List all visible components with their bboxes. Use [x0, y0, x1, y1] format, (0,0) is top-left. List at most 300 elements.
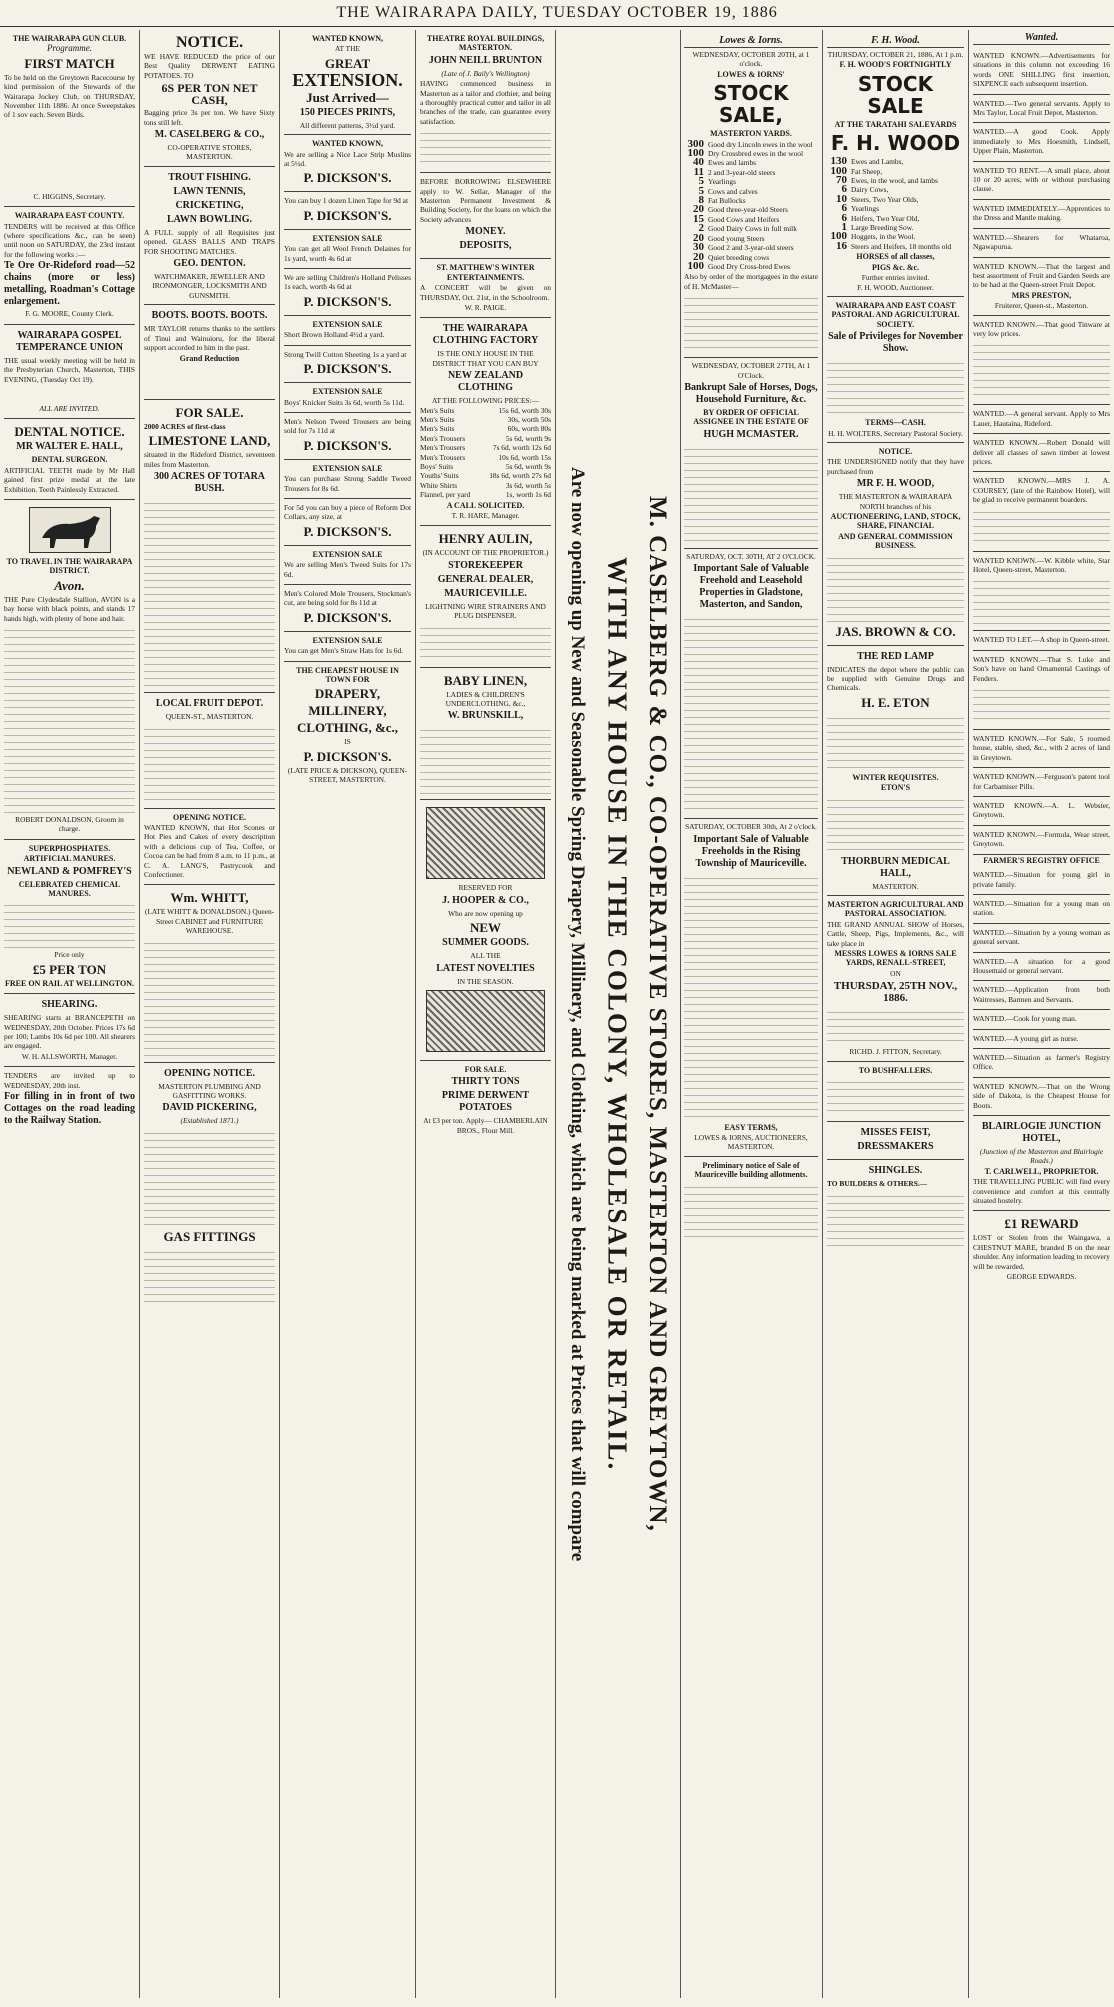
factory-item: [420, 462, 551, 471]
wanted-10: For 5d you can buy a piece of Reform Dot Collars, any size, at: [284, 502, 411, 522]
wanted-5: [973, 200, 1110, 229]
factory-item-name: Men's Trousers: [420, 443, 466, 453]
gun-club-title: THE WAIRARAPA GUN CLUB.: [12, 34, 127, 43]
fruit-sub: QUEEN-ST., MASTERTON.: [165, 712, 254, 722]
stallion-ad: [4, 500, 135, 840]
gun-club-secretary: C. HIGGINS, Secretary.: [33, 191, 106, 201]
lowes-stock-count: 100: [687, 259, 704, 272]
column-7: [969, 30, 1114, 1998]
totara-title: 300 ACRES OF TOTARA BUSH.: [153, 471, 266, 495]
wanted-text: WANTED.—Situation by a young woman as general servant.: [973, 927, 1110, 947]
factory-item-price: 1s, worth 1s 6d: [505, 490, 551, 500]
wood-stock-description: Steers and Heifers, 18 months old: [851, 241, 952, 251]
dickson-name: P. DICKSON'S.: [303, 293, 392, 309]
dental-title: DENTAL NOTICE.: [14, 424, 125, 440]
matthews-sign: W. R. PAIGE.: [464, 302, 507, 312]
dickson-block-10: [284, 499, 411, 546]
wood-stock-description: Dairy Cows,: [851, 185, 889, 195]
just-arrived: Just Arrived—: [306, 89, 389, 105]
potatoes-thirty: THIRTY TONS: [451, 1076, 520, 1088]
factory-item-name: Men's Trousers: [420, 433, 466, 443]
brown-wood: MR F. H. WOOD,: [856, 478, 935, 490]
wood-stock-row: [827, 211, 964, 224]
prints-sub: All different patterns, 3½d yard.: [299, 120, 396, 130]
wanted-27: [973, 1078, 1110, 1116]
stallion-sign: ROBERT DONALDSON, Groom in charge.: [15, 814, 124, 834]
cricketing: CRICKETING,: [175, 199, 244, 211]
lawn-tennis: LAWN TENNIS,: [173, 185, 246, 197]
wood-stock-list: [827, 157, 964, 251]
wanted-1: We are selling a Nice Lace Strip Muslins at 5½d.: [284, 149, 411, 169]
boots-body: MR TAYLOR returns thanks to the settlers of Tinui and Wainuioru, for the liberal support accorded to him in the past.: [144, 324, 275, 353]
building-society-ad: [420, 173, 551, 259]
ag2-ad: [827, 896, 964, 1062]
hooper-engraving-icon: [426, 807, 546, 879]
factory-prices-label: AT THE FOLLOWING PRICES:—: [431, 396, 540, 406]
lowes-stock-sale: [684, 30, 818, 358]
hooper-all: ALL THE: [470, 951, 501, 961]
factory-item: [420, 490, 551, 499]
factory-item-name: White Shirts: [420, 480, 458, 490]
temperance-body: THE usual weekly meeting will be held in the Presbyterian Church, Masterton, THIS EVENING, (Tuesday Oct 19).: [4, 355, 135, 384]
lowes-stock-description: Good three-year-old Steers: [708, 205, 788, 215]
boots-title: BOOTS. BOOTS. BOOTS.: [151, 310, 268, 322]
factory-item-name: Men's Suits: [420, 414, 455, 424]
temperance-ad: [4, 325, 135, 420]
lowes-stock-count: 20: [693, 231, 704, 244]
wanted-5: Short Brown Holland 4½d a yard.: [284, 330, 385, 340]
potatoes-ad: [420, 1061, 551, 1140]
wanted-7: Boys' Knicker Suits 3s 6d, worth 5s 11d.: [284, 397, 405, 407]
manures-firm: NEWLAND & POMFREY'S: [7, 865, 132, 877]
feist-ad: [827, 1122, 964, 1160]
trout-body: A FULL supply of all Requisites just opened. GLASS BALLS AND TRAPS FOR SHOOTING MATCHES.: [144, 227, 275, 256]
lawn-bowling: LAWN BOWLING.: [166, 213, 252, 225]
wanted-9: You can purchase Strong Saddle Tweed Trousers for 8s 6d.: [284, 474, 411, 493]
lowes-stock-row: [684, 158, 818, 167]
extension-at: AT THE: [335, 44, 360, 54]
extension-great: GREAT: [324, 55, 371, 71]
wanted-1: [973, 47, 1110, 95]
factory-item: [420, 424, 551, 433]
ag-terms: TERMS—CASH.: [865, 418, 926, 428]
dickson-block-7: [284, 383, 411, 413]
lowes-stock-row: [684, 243, 818, 252]
wood-stock-count: 6: [841, 183, 847, 196]
lowes-stock-description: Good dry Lincoln ewes in the wool: [708, 139, 813, 149]
dickson-name: P. DICKSON'S.: [303, 748, 392, 764]
dickson-name: P. DICKSON'S.: [303, 523, 392, 539]
wood-stock-count: 100: [830, 164, 847, 177]
hooper-name: J. HOOPER & CO.,: [442, 894, 529, 906]
limestone-title: LIMESTONE LAND,: [148, 433, 271, 449]
lowes-also: Also by order of the mortgagees in the estate of H. McMaster—: [684, 272, 818, 291]
thorburn-name: THORBURN MEDICAL HALL,: [841, 855, 950, 879]
county-title: WAIRARAPA EAST COUNTY.: [14, 211, 125, 221]
general-dealer: GENERAL DEALER,: [437, 573, 534, 585]
county-body: TENDERS will be received at this Office (where specifications &c., can be seen) until noon on SATURDAY, the 23rd instant for the following works :—: [4, 221, 135, 259]
matthews-title: ST. MATTHEW'S WINTER ENTERTAINMENTS.: [436, 263, 535, 282]
factory-item-price: 10s 6d, worth 15s: [498, 452, 551, 462]
ag2-fitton: RICHD. J. FITTON, Secretary.: [849, 1047, 942, 1057]
opening-body: WANTED KNOWN, that Hot Scones or Hot Pies and Cakes of every description with a delicious cup of Tea, Coffee, or Cocoa can be had from 8 a.m. to 11 p.m., at C. A. LANG'S, Pastrycook and Confectioner.: [144, 822, 275, 879]
wood-fortnightly: F. H. WOOD'S FORTNIGHTLY: [839, 60, 952, 70]
factory-item: [420, 453, 551, 462]
dental-role: DENTAL SURGEON.: [31, 455, 108, 465]
wood-stock-description: Ewes and Lambs,: [851, 157, 904, 167]
storekeeper: STOREKEEPER: [448, 559, 523, 571]
wanted-text: WANTED KNOWN.—That the largest and best assortment of Fruit and Garden Seeds are to be had at the Queen-street Fruit Depot.: [973, 261, 1110, 290]
manures-sub: ARTIFICIAL MANURES.: [23, 854, 116, 864]
lowes-stock-count: 300: [687, 137, 704, 150]
aulin-sub: (IN ACCOUNT OF THE PROPRIETOR.): [422, 548, 549, 558]
brown-notice-body: THE UNDERSIGNED notify that they have purchased from: [827, 457, 964, 476]
factory-item-name: Men's Suits: [420, 424, 455, 434]
lowes-stock-count: 15: [693, 212, 704, 225]
wanted-24: [973, 1010, 1110, 1029]
banner-line-a: [560, 30, 594, 1998]
column-1: [0, 30, 140, 1998]
gun-club-ad: [4, 30, 135, 207]
boots-reduction: Grand Reduction: [179, 353, 240, 363]
wanted-text: WANTED KNOWN.—That good Tinware at very low prices.: [973, 319, 1110, 338]
dickson-name: P. DICKSON'S.: [303, 207, 392, 223]
bankrupt-assignee: BY ORDER OF OFFICIAL ASSIGNEE IN THE ESTATE OF: [693, 407, 809, 427]
factory-item: [420, 471, 551, 480]
wood-stock-count: 130: [830, 155, 847, 168]
wood-stock-row: [827, 204, 964, 213]
factory-title: THE WAIRARAPA CLOTHING FACTORY: [432, 323, 539, 347]
preston-sub: Fruiterer, Queen-st., Masterton.: [994, 301, 1089, 311]
preliminary-notice: [684, 1157, 818, 1246]
banner-line-c: [640, 30, 674, 1998]
hooper-latest: LATEST NOVELTIES: [436, 962, 535, 974]
wood-header: F. H. Wood.: [827, 35, 964, 48]
potatoes-title: PRIME DERWENT POTATOES: [441, 1090, 530, 1114]
wanted-text: WANTED.—Shearers for Whataroa, Ngawapurua.: [973, 232, 1110, 252]
is-label: IS: [344, 737, 351, 747]
wanted-14: [973, 651, 1110, 730]
freehold-date: SATURDAY, OCT. 30TH, AT 2 O'CLOCK.: [686, 551, 816, 561]
wanted-text: WANTED.—A good Cook. Apply immediately to Mrs Hoesmith, Lindsell, Upper Plain, Masterton.: [973, 127, 1110, 156]
eton-winter: WINTER REQUISITES.: [852, 772, 939, 782]
wanted-text: WANTED.—Two general servants. Apply to Mrs Taylor, Local Fruit Depot, Masterton.: [973, 98, 1110, 118]
extension-sale: EXTENSION SALE: [312, 387, 383, 397]
baby-sub: LADIES & CHILDREN'S UNDERCLOTHING, &c.,: [445, 689, 526, 709]
wanted-6: Strong Twill Cotton Sheeting 1s a yard at: [284, 349, 407, 359]
freehold-sale: [684, 549, 818, 819]
brown-notice: [827, 443, 964, 646]
wood-stock-count: 70: [836, 174, 847, 187]
brown-wood-sub: THE MASTERTON & WAIRARAPA NORTH branches of his: [838, 492, 953, 511]
column-3: [280, 30, 416, 1998]
fruit-title: LOCAL FRUIT DEPOT.: [155, 698, 264, 710]
extension-sale: EXTENSION SALE: [312, 233, 383, 243]
factory-item-name: Boys' Suits: [420, 461, 454, 471]
wanted-12: [973, 552, 1110, 632]
wanted-16: [973, 768, 1110, 797]
shingles-builders: TO BUILDERS & OTHERS.—: [827, 1179, 928, 1189]
lowes-stock-count: 30: [693, 241, 704, 254]
wood-stock-count: 6: [841, 202, 847, 215]
lowes-stock-description: Cows and calves: [708, 186, 758, 196]
factory-item-name: Men's Suits: [420, 405, 455, 415]
blairlogie-ad: [973, 1116, 1110, 1211]
lowes-stock-row: [684, 149, 818, 158]
wanted-text: WANTED.—A situation for a good Housemaid or general servant.: [973, 956, 1110, 975]
column-6: [823, 30, 969, 1998]
bankrupt-date: WEDNESDAY, OCTOBER 27TH, At 1 O'Clock.: [691, 361, 811, 380]
gun-club-programme: Programme.: [47, 43, 92, 54]
mauriceville: MAURICEVILLE.: [444, 587, 527, 599]
wanted-12: Men's Colored Mole Trousers, Stockman's cut, are being sold for 8s 11d at: [284, 588, 411, 608]
wanted-25: [973, 1030, 1110, 1049]
lowes-stock-description: Good 2 and 3-year-old steers: [708, 243, 794, 253]
plumbing-sub: MASTERTON PLUMBING AND GASFITTING WORKS.: [158, 1081, 261, 1100]
extension-header: [284, 30, 411, 135]
limestone-ad: [144, 400, 275, 693]
wanted-4: [973, 162, 1110, 200]
matthews-body: A CONCERT will be given on THURSDAY, Oct. 21st, in the Schoolroom.: [420, 283, 551, 302]
ag-title: WAIRARAPA AND EAST COAST PASTORAL AND AGRICULTURAL SOCIETY.: [831, 300, 960, 329]
mauriceville-title: Important Sale of Valuable Freeholds in the Rising Township of Mauriceville.: [693, 833, 809, 869]
freehold-title: Important Sale of Valuable Freehold and Leasehold Properties in Gladstone, Masterton, and Sandon,: [693, 563, 809, 611]
wanted-15: [973, 730, 1110, 768]
notice-body: WE HAVE REDUCED the price of our Best Quality DERWENT EATING POTATOES. TO: [144, 52, 275, 80]
factory-item: [420, 443, 551, 452]
wanted-2: [973, 95, 1110, 124]
lowes-stock-row: [684, 184, 818, 197]
ag2-title: MASTERTON AGRICULTURAL AND PASTORAL ASSOCIATION.: [827, 900, 964, 919]
notice-bags: Bagging price 3s per ton. We have Sixty tons still left.: [144, 108, 275, 127]
bankrupt-sale: [684, 358, 818, 549]
limestone-acres: 2000 ACRES of first-class: [144, 421, 226, 431]
easy-terms: EASY TERMS,: [724, 1122, 778, 1132]
lowes-stock-row: [684, 259, 818, 272]
factory-nz: NEW ZEALAND CLOTHING: [447, 370, 524, 394]
trout-ad: [144, 167, 275, 305]
lowes-stock-row: [684, 212, 818, 225]
lowes-auctioneers: LOWES & IORNS, AUCTIONEERS, MASTERTON.: [694, 1132, 808, 1152]
factory-item-price: 5s 6d, worth 9s: [505, 433, 551, 443]
dickson-block-3: [284, 230, 411, 269]
wood-stock-row: [827, 232, 964, 241]
lowes-stock-count: 5: [698, 184, 704, 197]
wanted-11: We are selling Men's Tweed Suits for 17s 6d.: [284, 560, 411, 579]
wanted-text: WANTED KNOWN.—Advertisements for situations in this column not exceeding 16 words ONE SHILLING first insertion, SIXPENCE each subsequent insertion.: [973, 51, 1110, 89]
factory-call: A CALL SOLICITED.: [446, 500, 525, 510]
denton-name: GEO. DENTON.: [173, 258, 246, 270]
wanted-13: [973, 631, 1110, 650]
wanted-text: WANTED.—Cook for young man.: [973, 1014, 1077, 1024]
pickering-name: DAVID PICKERING,: [162, 1102, 257, 1114]
building-body: BEFORE BORROWING ELSEWHERE apply to W. Sellar, Manager of the Masterton Permanent Investment & Building Society, for the loans on which the Society advances: [420, 177, 551, 224]
factory-item: [420, 481, 551, 490]
wood-stock-count: 1: [841, 221, 847, 234]
stallion-name: Avon.: [54, 577, 85, 593]
wood-stock-count: 6: [841, 211, 847, 224]
wood-yards: AT THE TARATAHI SALEYARDS: [834, 119, 957, 129]
blairlogie-proprietor: T. CARLWELL, PROPRIETOR.: [984, 1166, 1099, 1176]
notice-price: 6S PER TON NET CASH,: [161, 81, 258, 108]
factory-item-price: 7s 6d, worth 12s 6d: [492, 443, 551, 453]
wood-stock-description: Hoggets, in the Wool.: [851, 232, 916, 242]
caselberg-banner: [556, 30, 681, 1998]
factory-sub: IS THE ONLY HOUSE IN THE DISTRICT THAT YOU CAN BUY: [432, 349, 539, 368]
whitt-sub: (LATE WHITT & DONALDSON.) Queen-Street CABINET and FURNITURE WAREHOUSE.: [144, 907, 275, 936]
dickson-block-6: [284, 346, 411, 383]
notice-title: NOTICE.: [175, 34, 244, 51]
gas-title: GAS FITTINGS: [163, 1228, 256, 1244]
wanted-text: WANTED KNOWN.—Ferguson's patent tool for Carbamiser Pills.: [973, 772, 1110, 791]
wanted-17: [973, 797, 1110, 826]
extension-sale: EXTENSION SALE: [312, 635, 383, 645]
factory-item-price: 30s, worth 50s: [507, 414, 551, 424]
wanted-text: WANTED KNOWN.—For Sale, 5 roomed house, stable, shed, &c., with 2 acres of land in Greytown.: [973, 734, 1110, 762]
opening-ad: [144, 809, 275, 886]
wanted-text: WANTED KNOWN.—That S. Luke and Son's have on hand Ornamental Castings of Fenders.: [973, 654, 1110, 683]
manures-price: £5 PER TON: [32, 961, 107, 977]
red-lamp-title: THE RED LAMP: [857, 650, 934, 662]
tenders-ad: [4, 1067, 135, 1132]
manures-title: SUPERPHOSPHATES.: [28, 843, 111, 853]
eton-prep: ETON'S: [880, 783, 911, 793]
stallion-body: THE Pure Clydesdale Stallion, AVON is a bay horse with black points, and stands 17 hands high, with plenty of bone and hair.: [4, 594, 135, 623]
brown-commission: AND GENERAL COMMISSION BUSINESS.: [838, 531, 953, 551]
dickson-block-8: [284, 413, 411, 460]
factory-item-name: Flannel, per yard: [420, 490, 471, 500]
temperance-title: WAIRARAPA GOSPEL TEMPERANCE UNION: [16, 329, 123, 353]
brown-notice-title: NOTICE.: [878, 446, 913, 456]
wanted-26: [973, 1049, 1110, 1078]
dental-name: MR WALTER E. HALL,: [16, 441, 123, 453]
wood-stock-sale: [827, 30, 964, 297]
shearing-body: SHEARING starts at BRANCEPETH on WEDNESDAY, 20th October. Prices 17s 6d per 100; Lambs 10s 6d per 100. All shearers are engaged.: [4, 1013, 135, 1051]
factory-item: [420, 406, 551, 415]
wanted-text: WANTED KNOWN.—A. L. Webster, Greytown.: [973, 801, 1110, 820]
plumbing-title: OPENING NOTICE.: [163, 1067, 256, 1079]
dickson-block-1: [284, 135, 411, 192]
wanted-19: [973, 866, 1110, 895]
potatoes-price: At £3 per ton. Apply— CHAMBERLAIN BROS., Flour Mill.: [423, 1116, 548, 1135]
wanted-text: WANTED TO LET.—A shop in Queen-street.: [973, 635, 1110, 645]
feist-dressmakers: DRESSMAKERS: [857, 1141, 934, 1153]
shearing-ad: [4, 994, 135, 1067]
prints-title: 150 PIECES PRINTS,: [299, 106, 396, 118]
reward-body: LOST or Stolen from the Waingawa, a CHESTNUT MARE, branded B on the near shoulder. Any information leading to recovery will be rewarded.: [973, 1233, 1110, 1271]
wood-stock: STOCK SALE: [857, 71, 934, 118]
wood-stock-count: 100: [830, 230, 847, 243]
wanted-text: WANTED.—Situation as farmer's Registry Office.: [973, 1052, 1110, 1072]
preliminary-title: Preliminary notice of Sale of Mauriceville building allotments.: [694, 1160, 808, 1180]
ag-sub: Sale of Privileges for November Show.: [828, 331, 963, 355]
reward-title: £1 REWARD: [1004, 1216, 1079, 1232]
extension-sale: EXTENSION SALE: [312, 463, 383, 473]
bushfallers-title: TO BUSHFALLERS.: [858, 1065, 933, 1075]
lowes-stock-row: [684, 250, 818, 263]
baby-linen-ad: [420, 668, 551, 801]
banner-text-c: M. CASELBERG & CO., CO-OPERATIVE STORES, MASTERTON AND GREYTOWN,: [644, 496, 671, 1532]
factory-item-price: 15s 6d, worth 30s: [498, 405, 551, 415]
factory-item-name: Men's Trousers: [420, 452, 466, 462]
lowes-header: Lowes & Iorns.: [684, 35, 818, 48]
hooper-reserved: RESERVED FOR: [458, 883, 513, 893]
lowes-stock-description: Good Cows and Heifers: [708, 214, 780, 224]
manures-free: FREE ON RAIL AT WELLINGTON.: [5, 978, 134, 988]
wanted-text: WANTED IMMEDIATELY.—Apprentices to the Dress and Mantle making.: [973, 203, 1110, 223]
wood-stock-description: Yearlings: [851, 204, 879, 214]
wood-stock-row: [827, 239, 964, 252]
dickson-block-4: [284, 269, 411, 316]
dickson-name: P. DICKSON'S.: [303, 437, 392, 453]
brunskill-name: W. BRUNSKILL,: [447, 710, 524, 722]
lowes-stock-row: [684, 165, 818, 178]
lowes-stock-count: 5: [698, 175, 704, 188]
aulin-ad: [420, 526, 551, 667]
manures-ad: [4, 840, 135, 994]
wood-stock-description: Large Breeding Sow.: [851, 223, 914, 233]
building-money: MONEY.: [465, 226, 506, 238]
wood-stock-row: [827, 192, 964, 205]
wood-date: THURSDAY, OCTOBER 21, 1886, At 1 p.m.: [827, 50, 964, 59]
notice-caselberg-sub: CO-OPERATIVE STORES, MASTERTON.: [167, 143, 252, 162]
temperance-invite: ALL ARE INVITED.: [39, 403, 100, 413]
extension-title: EXTENSION.: [292, 69, 403, 90]
ag2-body: THE GRAND ANNUAL SHOW of Horses, Cattle, Sheep, Pigs, Implements, &c., will take place in: [827, 919, 964, 948]
wanted-text: WANTED TO RENT.—A small place, about 10 or 20 acres, with or without purchasing clause.: [973, 165, 1110, 194]
lowes-stock-count: 2: [698, 222, 704, 235]
eton-name: H. E. ETON: [861, 694, 930, 710]
banner-text-b: WITH ANY HOUSE IN THE COLONY, WHOLESALE OR RETAIL.: [602, 556, 633, 1472]
column-4: [416, 30, 556, 1998]
brunton-body: HAVING commenced business in Masterton as a tailor and clothier, and being a thoroughly practical cutter and tailor in all branches of the trade, can guarantee every satisfaction.: [420, 79, 551, 126]
wood-stock-count: 10: [836, 192, 847, 205]
dickson-block-2: [284, 192, 411, 229]
wanted-18: [973, 826, 1110, 855]
dickson-block-12: [284, 585, 411, 632]
lowes-stock-description: Good young Steers: [708, 233, 765, 243]
brown-auctioneering: AUCTIONEERING, LAND, STOCK, SHARE, FINANCIAL: [830, 511, 961, 531]
wanted-8: Men's Nelson Tweed Trousers are being sold for 7s 11d at: [284, 416, 411, 436]
wanted-22: [973, 953, 1110, 982]
mauriceville-sale: [684, 819, 818, 1157]
bushfallers-ad: [827, 1062, 964, 1122]
wanted-text: WANTED KNOWN.—That on the Wrong side of Dakota, is the Cheapest House for Boots.: [973, 1081, 1110, 1110]
wanted-header: Wanted.: [973, 32, 1110, 45]
whitt-title: Wm. WHITT,: [170, 890, 249, 906]
lowes-yards: MASTERTON YARDS.: [710, 129, 792, 139]
wanted-9: [973, 405, 1110, 434]
ag2-date: THURSDAY, 25TH NOV., 1886.: [833, 980, 958, 1005]
factory-item-price: 5s 6d, worth 9s: [505, 461, 551, 471]
lowes-stock-description: 2 and 3-year-old steers: [708, 167, 776, 177]
wood-further: Further entries invited.: [861, 273, 930, 283]
extension-wanted: WANTED KNOWN,: [311, 34, 384, 43]
wood-stock-row: [827, 176, 964, 185]
wood-stock-row: [827, 157, 964, 166]
gun-club-match: FIRST MATCH: [24, 55, 115, 71]
wanted-text: WANTED KNOWN.—MRS J. A. COURSEY, (late of the Rainbow Hotel), will be glad to receive permanent boarders.: [973, 476, 1110, 505]
dickson-block-13: [284, 632, 411, 662]
factory-item: [420, 415, 551, 424]
hooper-summer: SUMMER GOODS.: [442, 937, 529, 949]
factory-item-price: 18s 6d, worth 27s 6d: [489, 471, 551, 481]
plumbing-ad: [144, 1063, 275, 1311]
county-sign: F. G. MOORE, County Clerk.: [25, 309, 114, 319]
lowes-stock-row: [684, 196, 818, 205]
whitt-ad: [144, 885, 275, 1062]
ag2-on: ON: [890, 968, 901, 978]
